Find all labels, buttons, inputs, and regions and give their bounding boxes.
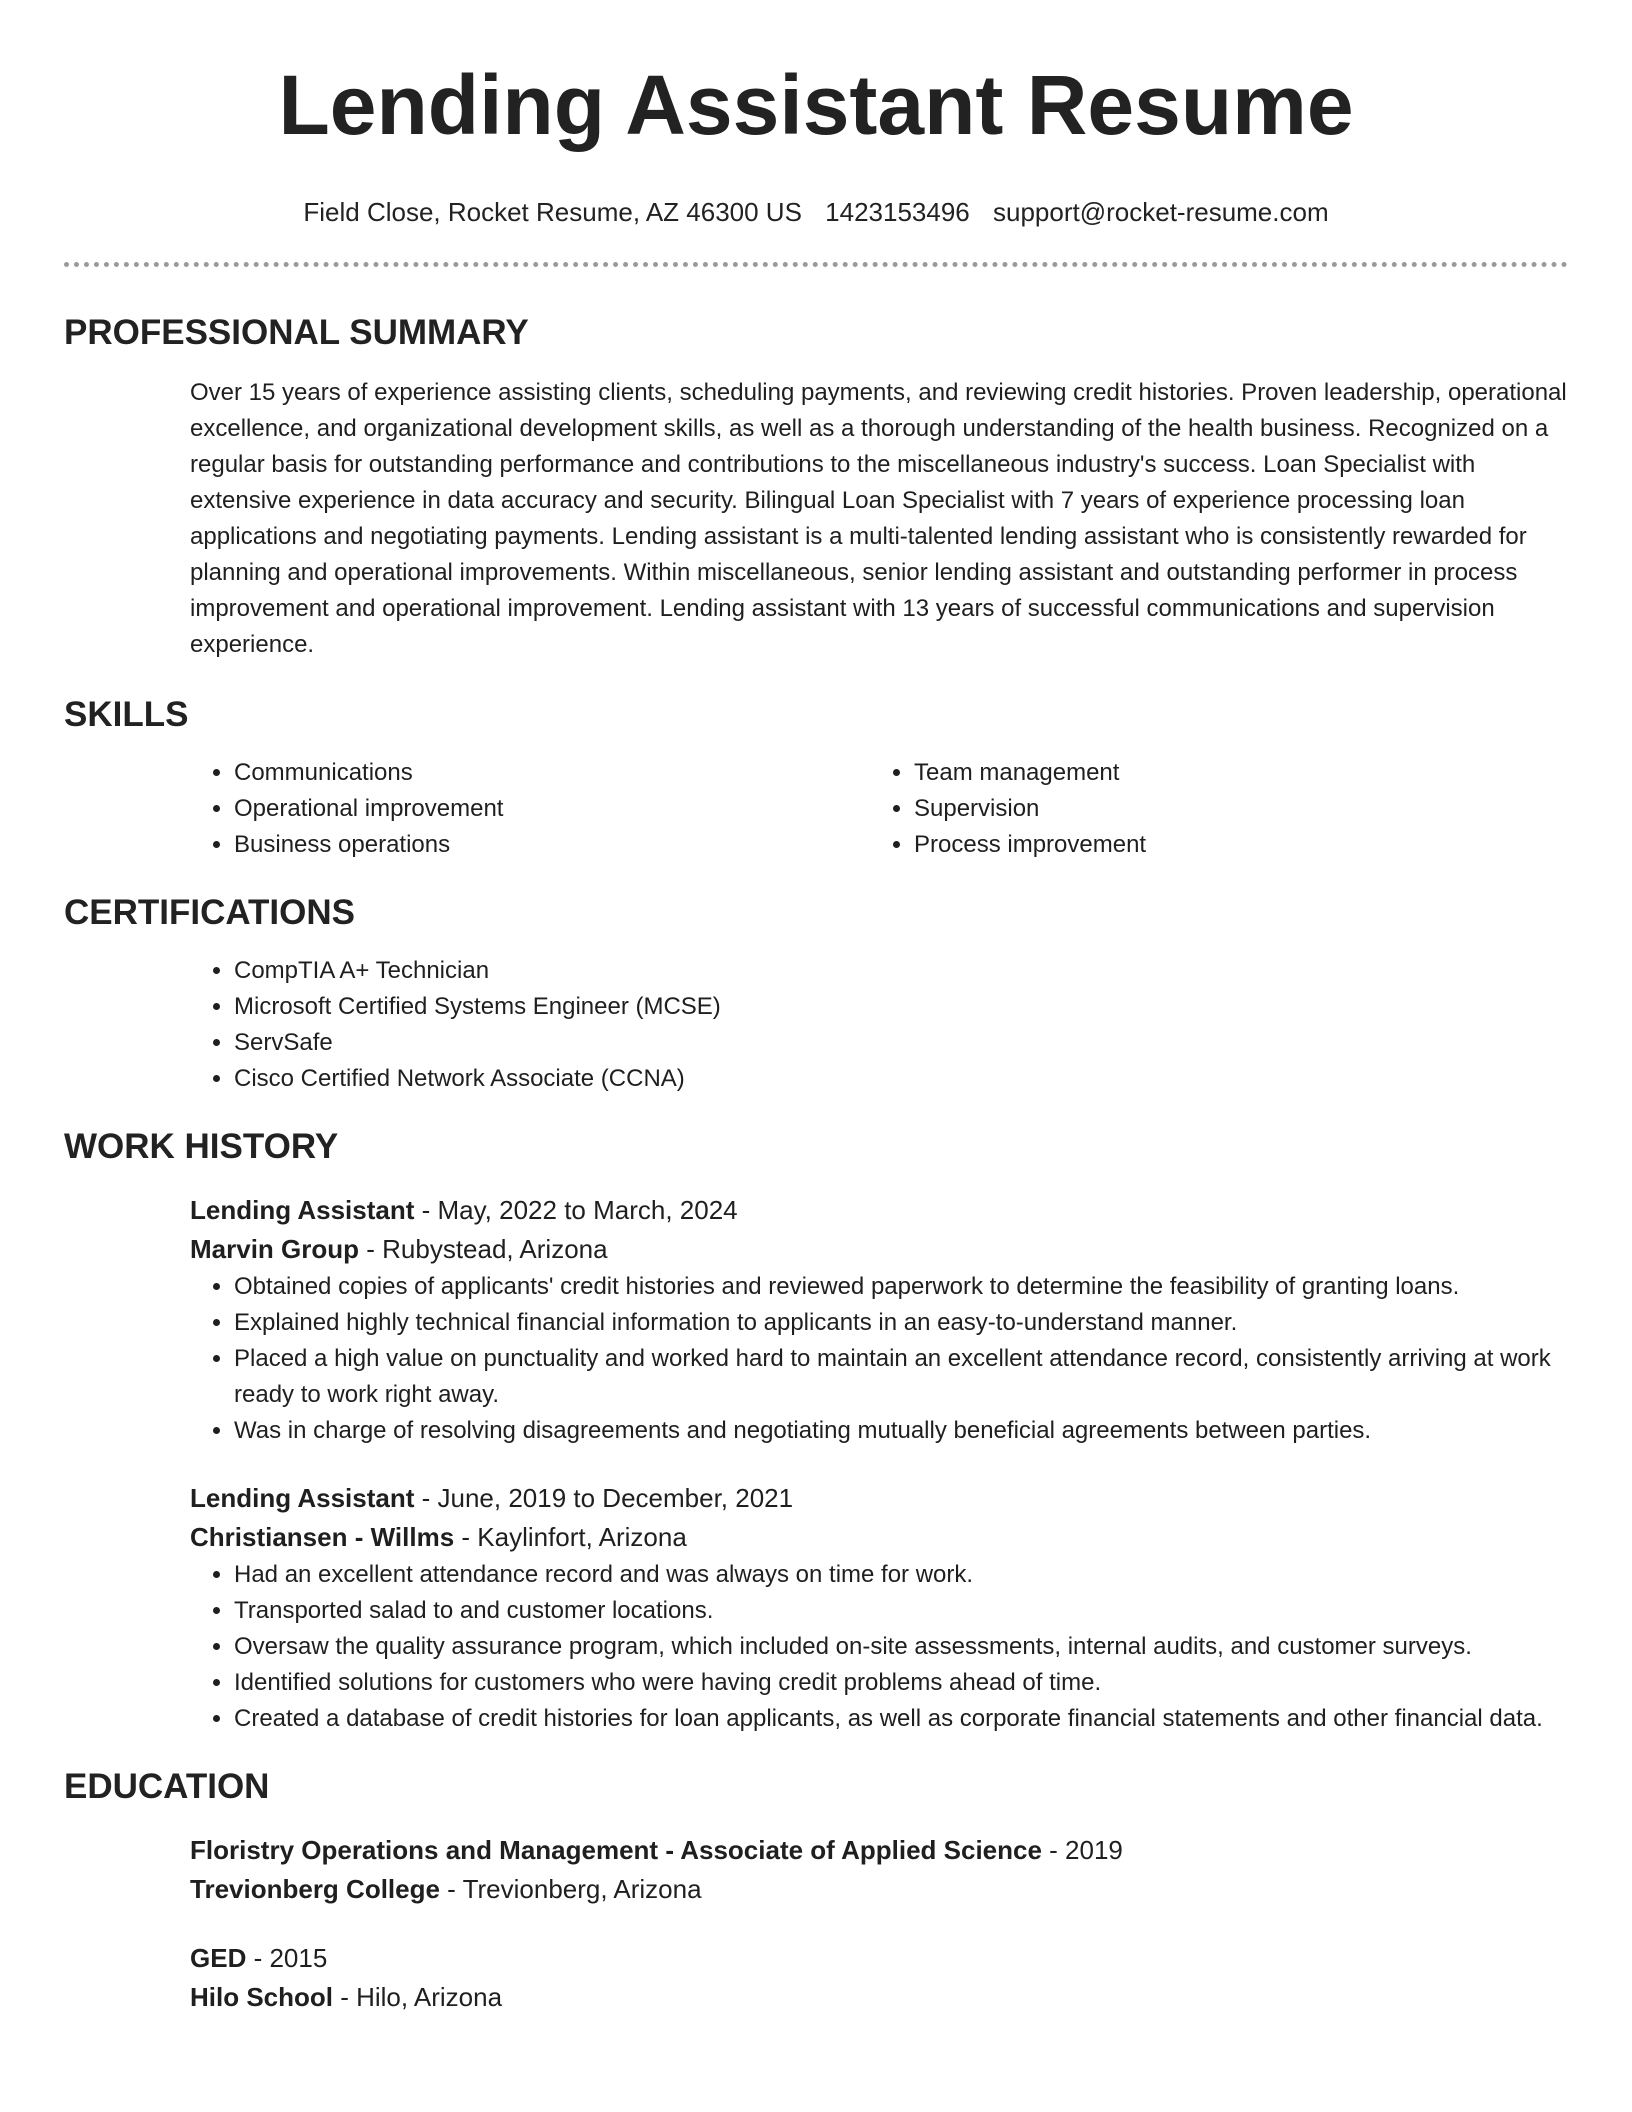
contact-phone: 1423153496 [825,197,970,227]
education-heading: EDUCATION [64,1767,270,1806]
education-degree-line [190,1831,1568,1870]
certification-item: • CompTIA A+ Technician [234,953,1568,989]
education-location: - Hilo, Arizona [333,1982,503,2012]
job-duty-item: • Explained highly technical financial information to applicants in an easy-to-understand manner. [234,1305,1568,1341]
education-entry [190,1939,1568,2017]
certification-item: • Microsoft Certified Systems Engineer (MCSE) [234,989,1568,1025]
job-duty-item: • Had an excellent attendance record and was always on time for work. [234,1557,1568,1593]
education-school: Trevionberg College [190,1874,440,1904]
education-location: - Trevionberg, Arizona [439,1874,702,1904]
skill-item: • Operational improvement [234,791,870,827]
education-year: - 2019 [1041,1835,1123,1865]
job-location: - Rubystead, Arizona [359,1234,608,1264]
contact-email: support@rocket-resume.com [993,197,1329,227]
contact-line [64,195,1568,229]
skill-item: • Communications [234,755,870,791]
job-title-line [190,1479,1568,1518]
summary-text: Over 15 years of experience assisting clients, scheduling payments, and reviewing credit histories. Proven leadership, operational excellence, and organizational development skills, as well as a thorough understanding of the health business. Recognized on a regular basis for outstanding performance and contributions to the miscellaneous industry's success. Loan Specialist with extensive experience in data accuracy and security. Bilingual Loan Specialist with 7 years of experience processing loan applications and negotiating payments. Lending assistant is a multi-talented lending assistant who is consistently rewarded for planning and operational improvements. Within miscellaneous, senior lending assistant and outstanding performer in process improvement and operational improvement. Lending assistant with 13 years of successful communications and supervision experience. [190,379,1567,658]
job-duty-item: • Was in charge of resolving disagreements and negotiating mutually beneficial agreements between parties. [234,1413,1568,1449]
skill-item: • Process improvement [914,827,1550,863]
job-duties [190,1269,1568,1449]
certification-item: • Cisco Certified Network Associate (CCNA) [234,1061,1568,1097]
job-duty-item: • Identified solutions for customers who were having credit problems ahead of time. [234,1665,1568,1701]
job-title: Lending Assistant [190,1483,415,1513]
job-company-line [190,1518,1568,1557]
job-company: Marvin Group [190,1234,360,1264]
job-dates: - June, 2019 to December, 2021 [414,1483,794,1513]
job-title: Lending Assistant [190,1195,415,1225]
education-degree-line [190,1939,1568,1978]
education-school: Hilo School [190,1982,333,2012]
job-duties [190,1557,1568,1737]
job-entry [190,1479,1568,1737]
education-entry [190,1831,1568,1909]
skills-heading: SKILLS [64,695,189,734]
summary-heading: PROFESSIONAL SUMMARY [64,313,529,352]
job-entry [190,1191,1568,1449]
job-location: - Kaylinfort, Arizona [454,1522,687,1552]
skill-item: • Supervision [914,791,1550,827]
job-dates: - May, 2022 to March, 2024 [414,1195,738,1225]
certification-item: • ServSafe [234,1025,1568,1061]
skill-item: • Team management [914,755,1550,791]
education-degree: GED [190,1943,247,1973]
education-degree: Floristry Operations and Management - Associate of Applied Science [190,1835,1042,1865]
job-company-line [190,1230,1568,1269]
education-school-line [190,1870,1568,1909]
work-history-heading: WORK HISTORY [64,1127,339,1166]
job-title-line [190,1191,1568,1230]
skills-column-left [190,755,870,863]
certifications-list [190,953,1568,1097]
resume-title: Lending Assistant Resume [278,58,1354,152]
job-duty-item: • Created a database of credit histories for loan applicants, as well as corporate financial statements and other financial data. [234,1701,1568,1737]
certifications-heading: CERTIFICATIONS [64,893,356,932]
education-year: - 2015 [246,1943,328,1973]
skill-item: • Business operations [234,827,870,863]
job-duty-item: • Transported salad to and customer locations. [234,1593,1568,1629]
skills-grid [190,755,1568,863]
contact-address: Field Close, Rocket Resume, AZ 46300 US [303,197,802,227]
job-duty-item: • Oversaw the quality assurance program, which included on-site assessments, internal audits, and customer surveys. [234,1629,1568,1665]
education-school-line [190,1978,1568,2017]
job-duty-item: • Obtained copies of applicants' credit histories and reviewed paperwork to determine the feasibility of granting loans. [234,1269,1568,1305]
job-company: Christiansen - Willms [190,1522,455,1552]
skills-column-right [870,755,1550,863]
job-duty-item: • Placed a high value on punctuality and worked hard to maintain an excellent attendance record, consistently arriving at work ready to work right away. [234,1341,1568,1413]
header-divider [64,262,1568,267]
